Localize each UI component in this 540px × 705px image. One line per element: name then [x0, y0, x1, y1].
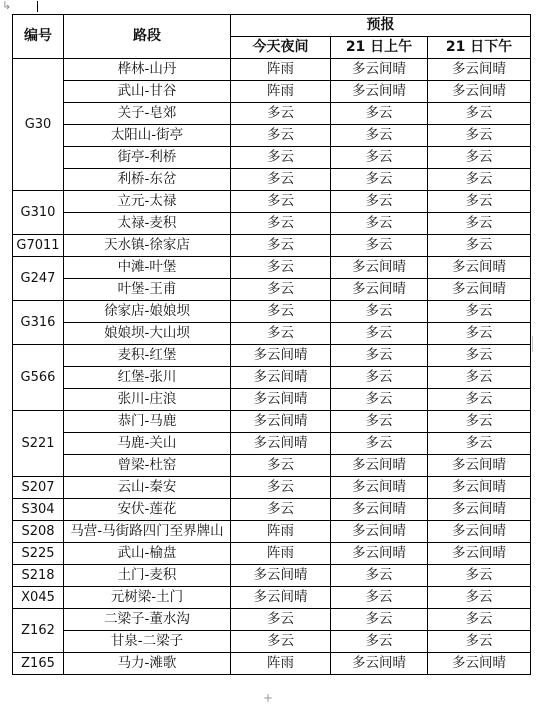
route-code: S207 [13, 477, 64, 499]
forecast-21-pm: 多云 [428, 389, 531, 411]
route-code: S218 [13, 565, 64, 587]
forecast-tonight: 阵雨 [231, 543, 331, 565]
route-code: G566 [13, 345, 64, 411]
forecast-tonight: 多云 [231, 103, 331, 125]
forecast-21-pm: 多云间晴 [428, 59, 531, 81]
forecast-21-am: 多云 [331, 125, 428, 147]
forecast-21-pm: 多云 [428, 345, 531, 367]
forecast-21-pm: 多云 [428, 147, 531, 169]
road-segment: 马力-滩歌 [64, 653, 231, 675]
forecast-21-pm: 多云间晴 [428, 653, 531, 675]
road-segment: 土门-麦积 [64, 565, 231, 587]
road-segment: 二梁子-董水沟 [64, 609, 231, 631]
forecast-21-pm: 多云 [428, 631, 531, 653]
table-row [13, 191, 531, 213]
forecast-21-am: 多云间晴 [331, 653, 428, 675]
table-row [13, 103, 531, 125]
forecast-21-pm: 多云间晴 [428, 477, 531, 499]
forecast-21-pm: 多云 [428, 411, 531, 433]
road-segment: 娘娘坝-大山坝 [64, 323, 231, 345]
road-segment: 云山-秦安 [64, 477, 231, 499]
forecast-tonight: 多云 [231, 477, 331, 499]
table-row [13, 587, 531, 609]
table-row [13, 279, 531, 301]
forecast-tonight: 多云间晴 [231, 345, 331, 367]
forecast-tonight: 阵雨 [231, 59, 331, 81]
forecast-21-pm: 多云 [428, 565, 531, 587]
road-segment: 元树梁-土门 [64, 587, 231, 609]
table-row [13, 257, 531, 279]
route-code: G310 [13, 191, 64, 235]
forecast-tonight: 多云间晴 [231, 433, 331, 455]
forecast-tonight: 多云 [231, 499, 331, 521]
forecast-21-pm: 多云间晴 [428, 81, 531, 103]
table-row [13, 609, 531, 631]
table-row [13, 433, 531, 455]
forecast-tonight: 多云 [231, 257, 331, 279]
forecast-21-am: 多云 [331, 631, 428, 653]
table-row [13, 521, 531, 543]
forecast-21-pm: 多云 [428, 169, 531, 191]
forecast-21-am: 多云 [331, 565, 428, 587]
table-row [13, 367, 531, 389]
forecast-21-am: 多云 [331, 169, 428, 191]
forecast-21-am: 多云间晴 [331, 455, 428, 477]
forecast-tonight: 多云 [231, 235, 331, 257]
road-segment: 利桥-东岔 [64, 169, 231, 191]
forecast-tonight: 多云 [231, 301, 331, 323]
forecast-21-pm: 多云间晴 [428, 543, 531, 565]
forecast-21-am: 多云 [331, 389, 428, 411]
road-segment: 太禄-麦积 [64, 213, 231, 235]
forecast-21-am: 多云 [331, 609, 428, 631]
route-code: G30 [13, 59, 64, 191]
forecast-21-pm: 多云间晴 [428, 279, 531, 301]
forecast-tonight: 多云 [231, 455, 331, 477]
forecast-tonight: 多云 [231, 169, 331, 191]
header-code: 编号 [13, 15, 64, 59]
road-segment: 曾梁-杜窑 [64, 455, 231, 477]
forecast-21-am: 多云 [331, 323, 428, 345]
forecast-21-pm: 多云 [428, 235, 531, 257]
forecast-tonight: 多云间晴 [231, 587, 331, 609]
road-segment: 马营-马街路四门至界牌山 [64, 521, 231, 543]
forecast-21-am: 多云 [331, 235, 428, 257]
forecast-21-pm: 多云 [428, 191, 531, 213]
road-segment: 麦积-红堡 [64, 345, 231, 367]
table-row [13, 631, 531, 653]
text-cursor [37, 1, 38, 12]
forecast-21-pm: 多云 [428, 587, 531, 609]
forecast-21-am: 多云 [331, 213, 428, 235]
table-row [13, 477, 531, 499]
forecast-21-am: 多云 [331, 191, 428, 213]
route-code: G316 [13, 301, 64, 345]
road-segment: 徐家店-娘娘坝 [64, 301, 231, 323]
forecast-21-pm: 多云间晴 [428, 257, 531, 279]
forecast-tonight: 多云 [231, 323, 331, 345]
forecast-21-am: 多云 [331, 367, 428, 389]
route-code: S304 [13, 499, 64, 521]
table-row [13, 323, 531, 345]
forecast-21-pm: 多云 [428, 213, 531, 235]
forecast-21-pm: 多云 [428, 103, 531, 125]
forecast-21-am: 多云 [331, 301, 428, 323]
forecast-tonight: 多云 [231, 279, 331, 301]
table-row [13, 543, 531, 565]
forecast-21-am: 多云 [331, 433, 428, 455]
forecast-tonight: 阵雨 [231, 521, 331, 543]
forecast-21-am: 多云间晴 [331, 257, 428, 279]
table-row [13, 125, 531, 147]
table-row [13, 389, 531, 411]
forecast-21-am: 多云间晴 [331, 477, 428, 499]
forecast-21-am: 多云间晴 [331, 543, 428, 565]
route-code: Z162 [13, 609, 64, 653]
table-row [13, 345, 531, 367]
table-row [13, 147, 531, 169]
road-segment: 街亭-利桥 [64, 147, 231, 169]
road-segment: 叶堡-王甫 [64, 279, 231, 301]
table-row [13, 169, 531, 191]
forecast-21-am: 多云 [331, 345, 428, 367]
table-row [13, 653, 531, 675]
table-row [13, 301, 531, 323]
road-segment: 武山-榆盘 [64, 543, 231, 565]
forecast-21-am: 多云间晴 [331, 521, 428, 543]
table-row [13, 81, 531, 103]
forecast-21-am: 多云间晴 [331, 499, 428, 521]
forecast-21-pm: 多云 [428, 125, 531, 147]
road-segment: 张川-庄浪 [64, 389, 231, 411]
road-segment: 中滩-叶堡 [64, 257, 231, 279]
road-segment: 桦林-山丹 [64, 59, 231, 81]
page-edge-marker [532, 336, 533, 352]
route-code: S208 [13, 521, 64, 543]
table-row [13, 411, 531, 433]
route-code: X045 [13, 587, 64, 609]
route-code: G7011 [13, 235, 64, 257]
forecast-21-am: 多云间晴 [331, 279, 428, 301]
forecast-tonight: 多云 [231, 609, 331, 631]
table-row [13, 213, 531, 235]
road-segment: 马鹿-关山 [64, 433, 231, 455]
forecast-21-pm: 多云间晴 [428, 499, 531, 521]
forecast-tonight: 多云间晴 [231, 411, 331, 433]
road-segment: 关子-皂郊 [64, 103, 231, 125]
forecast-21-pm: 多云 [428, 323, 531, 345]
forecast-21-am: 多云间晴 [331, 59, 428, 81]
road-segment: 红堡-张川 [64, 367, 231, 389]
forecast-tonight: 阵雨 [231, 81, 331, 103]
forecast-tonight: 阵雨 [231, 653, 331, 675]
route-code: S221 [13, 411, 64, 477]
forecast-tonight: 多云 [231, 147, 331, 169]
forecast-tonight: 多云 [231, 125, 331, 147]
forecast-21-pm: 多云 [428, 609, 531, 631]
table-body [13, 59, 531, 675]
header-period-tonight: 今天夜间 [231, 37, 331, 59]
forecast-tonight: 多云 [231, 631, 331, 653]
header-road: 路段 [64, 15, 231, 59]
road-segment: 安伏-莲花 [64, 499, 231, 521]
road-segment: 天水镇-徐家店 [64, 235, 231, 257]
header-forecast: 预报 [231, 15, 531, 37]
table-row [13, 59, 531, 81]
forecast-21-am: 多云 [331, 587, 428, 609]
anchor-icon: ↳ [2, 0, 12, 12]
forecast-21-pm: 多云 [428, 301, 531, 323]
forecast-tonight: 多云间晴 [231, 389, 331, 411]
route-code: Z165 [13, 653, 64, 675]
road-segment: 立元-太禄 [64, 191, 231, 213]
forecast-21-am: 多云 [331, 411, 428, 433]
forecast-21-pm: 多云 [428, 433, 531, 455]
forecast-21-pm: 多云间晴 [428, 521, 531, 543]
table-row [13, 235, 531, 257]
forecast-tonight: 多云间晴 [231, 367, 331, 389]
table-row [13, 455, 531, 477]
route-code: S225 [13, 543, 64, 565]
road-segment: 武山-甘谷 [64, 81, 231, 103]
forecast-tonight: 多云 [231, 191, 331, 213]
forecast-tonight: 多云 [231, 213, 331, 235]
forecast-21-am: 多云 [331, 103, 428, 125]
road-segment: 甘泉-二梁子 [64, 631, 231, 653]
forecast-tonight: 多云间晴 [231, 565, 331, 587]
route-code: G247 [13, 257, 64, 301]
forecast-21-am: 多云 [331, 147, 428, 169]
add-row-icon[interactable]: + [263, 691, 274, 705]
forecast-21-pm: 多云 [428, 367, 531, 389]
table-row [13, 565, 531, 587]
table-row [13, 499, 531, 521]
road-segment: 恭门-马鹿 [64, 411, 231, 433]
header-period-21-pm: 21 日下午 [428, 37, 531, 59]
forecast-table [12, 14, 531, 675]
forecast-21-pm: 多云间晴 [428, 455, 531, 477]
forecast-21-am: 多云间晴 [331, 81, 428, 103]
header-period-21-am: 21 日上午 [331, 37, 428, 59]
road-segment: 太阳山-街亭 [64, 125, 231, 147]
